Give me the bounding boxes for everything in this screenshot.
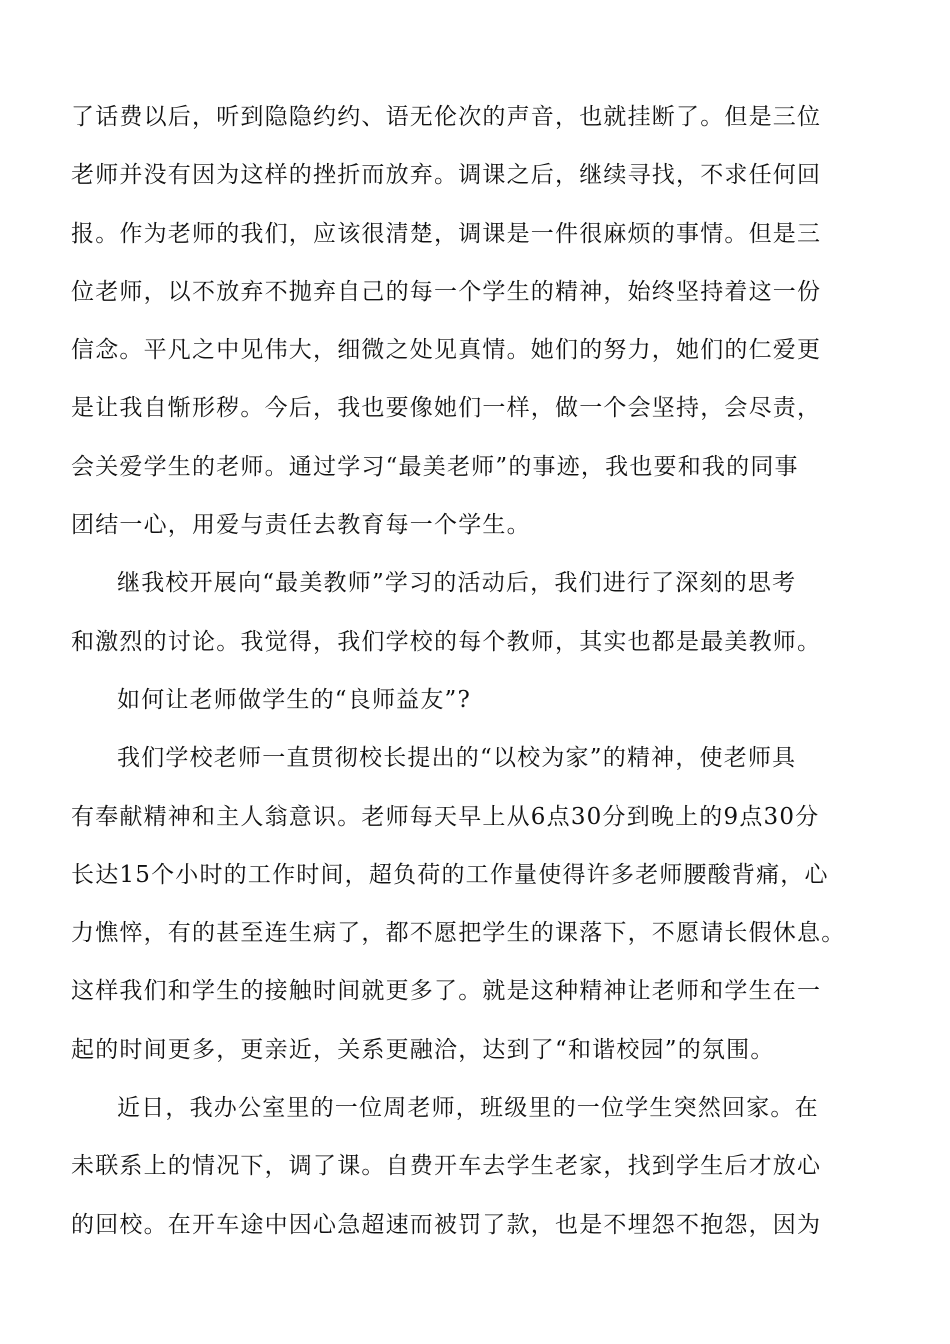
- text-line: 继我校开展向“最美教师”学习的活动后，我们进行了深刻的思考: [117, 570, 797, 597]
- text-line: 信念。平凡之中见伟大，细微之处见真情。她们的努力，她们的仁爱更: [71, 337, 822, 364]
- text-line: 团结一心，用爱与责任去教育每一个学生。: [71, 512, 531, 539]
- text-line: 会关爱学生的老师。通过学习“最美老师”的事迹，我也要和我的同事: [71, 453, 799, 480]
- document-body: [71, 88, 891, 1254]
- text-line: 我们学校老师一直贯彻校长提出的“以校为家”的精神，使老师具: [117, 745, 797, 772]
- text-line: 如何让老师做学生的“良师益友”?: [117, 686, 472, 713]
- text-line: 位老师，以不放弃不抛弃自己的每一个学生的精神，始终坚持着这一份: [71, 278, 822, 305]
- text-line: 近日，我办公室里的一位周老师，班级里的一位学生突然回家。在: [117, 1095, 819, 1122]
- text-line: 这样我们和学生的接触时间就更多了。就是这种精神让老师和学生在一: [71, 978, 822, 1005]
- text-line: 是让我自惭形秽。今后，我也要像她们一样，做一个会坚持，会尽责，: [71, 395, 822, 422]
- text-line: 和激烈的讨论。我觉得，我们学校的每个教师，其实也都是最美教师。: [71, 628, 822, 655]
- text-line: 有奉献精神和主人翁意识。老师每天早上从6点30分到晚上的9点30分: [71, 803, 820, 830]
- text-line: 长达15个小时的工作时间，超负荷的工作量使得许多老师腰酸背痛，心: [71, 861, 829, 888]
- text-line: 起的时间更多，更亲近，关系更融洽，达到了“和谐校园”的氛围。: [71, 1036, 775, 1063]
- text-line: 了话费以后，听到隐隐约约、语无伦次的声音，也就挂断了。但是三位: [71, 104, 822, 130]
- text-line: 的回校。在开车途中因心急超速而被罚了款，也是不埋怨不抱怨，因为: [71, 1211, 822, 1238]
- text-line: 报。作为老师的我们，应该很清楚，调课是一件很麻烦的事情。但是三: [71, 220, 822, 247]
- text-line: 未联系上的情况下，调了课。自费开车去学生老家，找到学生后才放心: [71, 1153, 822, 1180]
- text-line: 老师并没有因为这样的挫折而放弃。调课之后，继续寻找，不求任何回: [71, 162, 822, 189]
- text-line: 力憔悴，有的甚至连生病了，都不愿把学生的课落下，不愿请长假休息。: [71, 920, 846, 947]
